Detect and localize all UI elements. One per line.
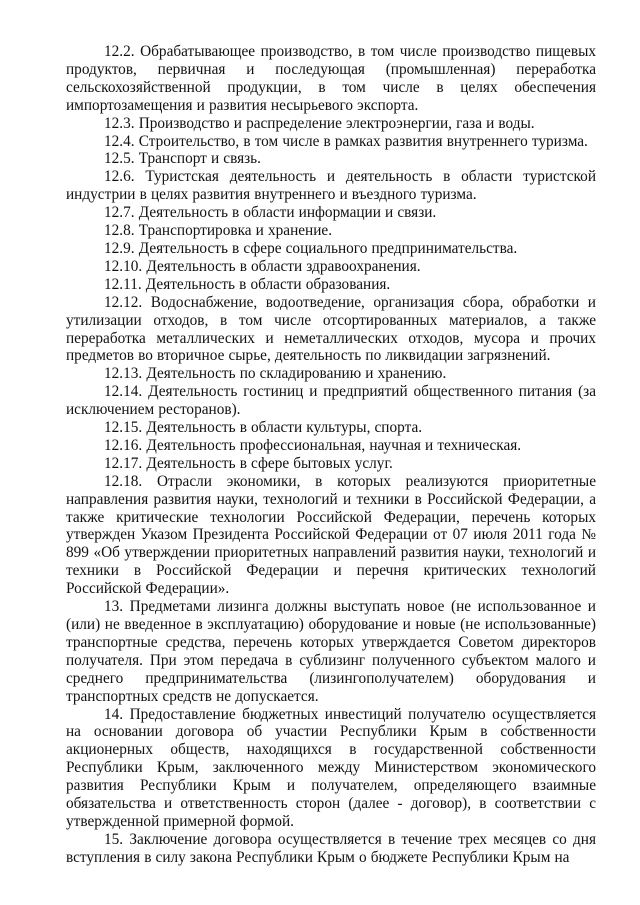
paragraph-12-5: 12.5. Транспорт и связь. <box>104 150 261 168</box>
paragraph-12-14: 12.14. Деятельность гостиниц и предприятий общественного питания (за исключением ресторанов). <box>66 383 596 419</box>
paragraph-12-9: 12.9. Деятельность в сфере социального предпринимательства. <box>104 239 518 257</box>
paragraph-12-4: 12.4. Строительство, в том числе в рамках развития внутреннего туризма. <box>104 132 588 150</box>
paragraph-14: 14. Предоставление бюджетных инвестиций получателю осуществляется на основании договора об участии Республики Крым в собственности акционерных обществ, находящихся в государственной собственности Республики Крым, заключенного между Министерством экономического развития Республики Крым и получателем, определяющего взаимные обязательства и ответственность сторон (далее - договор), в соответствии с утвержденной примерной формой. <box>66 705 596 830</box>
paragraph-13: 13. Предметами лизинга должны выступать новое (не использованное и (или) не введенное в эксплуатацию) оборудование и новые (не использованные) транспортные средства, перечень которых утверждается Советом директоров получателя. При этом передача в сублизинг полученного субъектом малого и среднего предпринимательства (лизингополучателем) оборудования и транспортных средств не допускается. <box>66 598 596 705</box>
paragraph-12-17: 12.17. Деятельность в сфере бытовых услуг. <box>104 454 393 472</box>
paragraph-12-18: 12.18. Отрасли экономики, в которых реализуются приоритетные направления развития науки, технологий и техники в Российской Федерации, а также критические технологии Российской Федерации, перечень которых утвержден Указом Президента Российской Федерации от 07 июля 2011 года № 899 «Об утверждении приоритетных направлений развития науки, технологий и техники в Российской Федерации и перечня критических технологий Российской Федерации». <box>66 472 596 598</box>
paragraph-12-3: 12.3. Производство и распределение электроэнергии, газа и воды. <box>104 114 535 132</box>
paragraph-12-10: 12.10. Деятельность в области здравоохранения. <box>104 257 421 275</box>
paragraph-12-16: 12.16. Деятельность профессиональная, научная и техническая. <box>104 436 522 454</box>
paragraph-12-7: 12.7. Деятельность в области информации и связи. <box>104 204 437 222</box>
paragraph-12-6: 12.6. Туристская деятельность и деятельность в области туристской индустрии в целях развития внутреннего и въездного туризма. <box>66 168 596 204</box>
paragraph-12-2: 12.2. Обрабатывающее производство, в том числе производство пищевых продуктов, первичная и последующая (промышленная) переработка сельскохозяйственной продукции, в том числе в целях обеспечения импортозамещения и развития несырьевого экспорта. <box>66 43 596 114</box>
paragraph-12-15: 12.15. Деятельность в области культуры, спорта. <box>104 419 423 437</box>
paragraph-12-13: 12.13. Деятельность по складированию и хранению. <box>104 365 447 383</box>
paragraph-12-11: 12.11. Деятельность в области образования. <box>104 275 391 293</box>
paragraph-15: 15. Заключение договора осуществляется в течение трех месяцев со дня вступления в силу закона Республики Крым о бюджете Республики Крым на <box>66 830 596 866</box>
paragraph-12-8: 12.8. Транспортировка и хранение. <box>104 222 333 240</box>
document-body <box>66 43 596 867</box>
paragraph-12-12: 12.12. Водоснабжение, водоотведение, организация сбора, обработки и утилизации отходов, в том числе отсортированных материалов, а также переработка металлических и неметаллических отходов, мусора и прочих предметов во вторичное сырье, деятельность по ликвидации загрязнений. <box>66 293 596 365</box>
